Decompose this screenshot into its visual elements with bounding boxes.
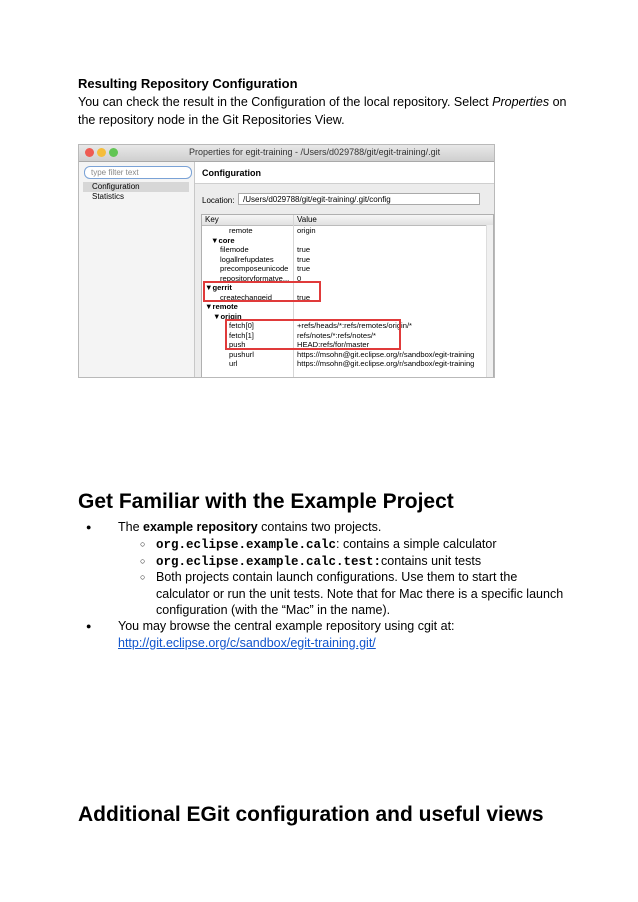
table-row: ▼remote [205, 302, 238, 311]
para-italic: Properties [492, 95, 550, 109]
table-row: ▼origin [213, 311, 242, 321]
location-field: /Users/d029788/git/egit-training/.git/config [238, 193, 480, 205]
table-row: push HEAD:refs/for/master [229, 340, 370, 349]
table-row: logallrefupdates true [220, 254, 311, 264]
properties-dialog-screenshot [78, 144, 495, 378]
sub-bullet-glyph: ○ [140, 556, 146, 566]
dialog-titlebar [79, 145, 494, 162]
project-bullet-list [78, 519, 578, 659]
list-item: You may browse the central example repository using cgit at: http://git.eclipse.org/c/sandbox/egit-training.git/ [118, 619, 455, 650]
para-text-2: on the repository node in the Git Repositories View. [78, 95, 567, 127]
filter-input: type filter text [84, 166, 192, 179]
para-text-1: You can check the result in the Configuration of the local repository. Select [78, 95, 493, 109]
config-heading: Configuration [195, 162, 494, 184]
location-label: Location: [202, 196, 235, 205]
nav-item-configuration: Configuration [83, 182, 189, 192]
table-row: precomposeunicode true [220, 264, 311, 273]
section-heading-example-project: Get Familiar with the Example Project [78, 490, 454, 513]
table-scrollbar [486, 225, 493, 377]
section-heading-repo-config: Resulting Repository Configuration [78, 76, 298, 91]
column-value: Value [297, 215, 317, 224]
dialog-title: Properties for egit-training - /Users/d029788/git/egit-training/.git [189, 147, 441, 157]
config-pane [195, 162, 494, 377]
table-row: pushurl https://msohn@git.eclipse.org/r/sandbox/egit-training [229, 349, 475, 359]
nav-pane [79, 162, 195, 377]
table-row: fetch[0] +refs/heads/*:refs/remotes/origin/* [229, 321, 413, 330]
table-row: ▼gerrit [205, 283, 232, 292]
highlight-box-gerrit [203, 281, 321, 302]
zoom-icon [109, 148, 118, 157]
column-key: Key [205, 215, 219, 224]
table-row: ▼core [211, 235, 235, 245]
minimize-icon [97, 148, 106, 157]
sub-bullet-glyph: ○ [140, 572, 146, 582]
nav-item-statistics: Statistics [92, 192, 125, 201]
list-item: org.eclipse.example.calc: contains a simple calculator [156, 537, 497, 552]
close-icon [85, 148, 94, 157]
table-row: url https://msohn@git.eclipse.org/r/sandbox/egit-training [229, 359, 475, 368]
list-item: The example repository contains two projects. [118, 520, 382, 534]
table-row: filemode true [220, 245, 311, 254]
section-heading-egit-config: Additional EGit configuration and useful views [78, 803, 544, 826]
highlight-box-fetch-push [225, 319, 401, 350]
list-item: Both projects contain launch configurations. Use them to start the calculator or run the unit tests. Note that for Mac there is a specific launch configuration (with the “Mac” in the name). [156, 570, 564, 617]
config-table [201, 214, 494, 378]
intro-paragraph [78, 93, 568, 129]
table-row: createchangeid true [220, 292, 311, 302]
table-header [202, 215, 493, 226]
table-row: remote origin [229, 226, 316, 235]
list-item: org.eclipse.example.calc.test:contains unit tests [156, 554, 482, 569]
sub-bullet-glyph: ○ [140, 539, 146, 549]
bullet-glyph: ● [86, 621, 92, 631]
bullet-glyph: ● [86, 522, 92, 532]
table-row: fetch[1] refs/notes/*:refs/notes/* [229, 330, 376, 340]
cgit-link[interactable]: http://git.eclipse.org/c/sandbox/egit-training.git/ [118, 635, 376, 650]
table-row: repositoryformatve... 0 [220, 273, 302, 283]
